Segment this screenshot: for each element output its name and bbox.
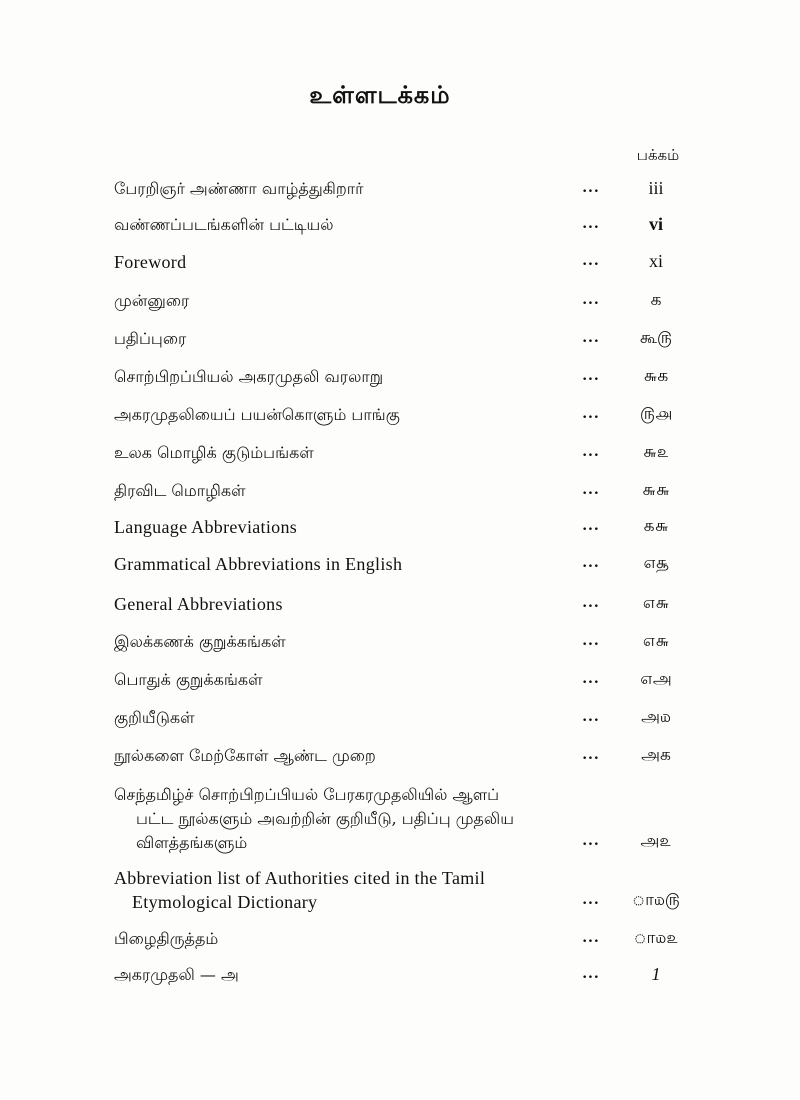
toc-entry-label: உலக மொழிக் குடும்பங்கள் (114, 443, 314, 462)
leader-dots: ... (582, 330, 600, 346)
toc-entry-page: iii (648, 178, 664, 198)
toc-entry-page: ௫௮ (640, 404, 672, 424)
toc-entry-label: Grammatical Abbreviations in English (114, 554, 403, 574)
toc-entry-page: vi (648, 214, 663, 234)
toc-entry-page: xi (648, 251, 663, 271)
toc-entry-label (114, 783, 574, 855)
toc-entry-page: க (650, 290, 662, 310)
leader-dots: ... (582, 292, 600, 308)
leader-dots: ... (582, 555, 600, 571)
toc-entry-label-line: Abbreviation list of Authorities cited in the Tamil (114, 868, 486, 888)
toc-entry-label (114, 866, 574, 914)
toc-entry-label: General Abbreviations (114, 594, 283, 614)
toc-entry-page: ௬௬ (642, 480, 670, 500)
toc-entry-label: அகரமுதலி — அ (114, 965, 239, 984)
page-title: உள்ளடக்கம் (309, 80, 451, 109)
toc-entry-page: ௭௲ (643, 553, 669, 573)
toc-entry-label: பதிப்புரை (114, 329, 187, 348)
leader-dots: ... (582, 595, 600, 611)
toc-entry-label-line: விளத்தங்களும் (136, 833, 248, 852)
leader-dots: ... (582, 518, 600, 534)
toc-entry-page: ௬க (643, 366, 669, 386)
leader-dots: ... (582, 747, 600, 763)
leader-dots: ... (582, 368, 600, 384)
toc-entry-label: சொற்பிறப்பியல் அகரமுதலி வரலாறு (114, 367, 384, 386)
toc-entry-page: ௭௬ (642, 593, 670, 613)
leader-dots: ... (582, 892, 600, 908)
leader-dots: ... (582, 671, 600, 687)
toc-entry-page: ா௰௫ (632, 890, 680, 910)
toc-entry-label: இலக்கணக் குறுக்கங்கள் (114, 632, 286, 651)
toc-entry-page: 1 (651, 964, 661, 984)
leader-dots: ... (582, 253, 600, 269)
toc-entry-label-line: பட்ட நூல்களும் அவற்றின் குறியீடு, பதிப்பு முதலிய (136, 809, 514, 828)
toc-entry-page: அக (641, 745, 671, 765)
toc-entry-page: ௬௨ (643, 442, 669, 462)
page-column-header: பக்கம் (636, 146, 680, 164)
toc-entry-label: பேரறிஞர் அண்ணா வாழ்த்துகிறார் (114, 179, 364, 198)
toc-entry-page: ௧௬ (643, 516, 669, 536)
leader-dots: ... (582, 216, 600, 232)
leader-dots: ... (582, 444, 600, 460)
leader-dots: ... (582, 633, 600, 649)
toc-entry-label: வண்ணப்படங்களின் பட்டியல் (114, 215, 334, 234)
toc-entry-label-line: செந்தமிழ்ச் சொற்பிறப்பியல் பேரகரமுதலியில் ஆளப் (114, 785, 500, 804)
toc-entry-label: Foreword (114, 252, 187, 272)
toc-entry-label: திரவிட மொழிகள் (114, 481, 246, 500)
toc-entry-page: அ௰ (641, 707, 671, 727)
toc-entry-page: ௭௬ (642, 631, 670, 651)
leader-dots: ... (582, 180, 600, 196)
toc-entry-label: பிழைதிருத்தம் (114, 929, 219, 948)
toc-entry-page: ௭அ (640, 669, 672, 689)
leader-dots: ... (582, 930, 600, 946)
toc-entry-label: நூல்களை மேற்கோள் ஆண்ட முறை (114, 746, 376, 765)
leader-dots: ... (582, 406, 600, 422)
toc-entry-label: பொதுக் குறுக்கங்கள் (114, 670, 263, 689)
toc-entry-label: Language Abbreviations (114, 517, 298, 537)
toc-entry-page: அ௨ (640, 831, 672, 851)
leader-dots: ... (582, 966, 600, 982)
leader-dots: ... (582, 833, 600, 849)
toc-entry-page: கூ௫ (640, 328, 672, 348)
toc-entry-page: ா௰௨ (633, 928, 679, 948)
toc-entry-label-line: Etymological Dictionary (132, 892, 318, 912)
toc-entry-label: அகரமுதலியைப் பயன்கொளும் பாங்கு (114, 405, 400, 424)
toc-entry-label: முன்னுரை (114, 291, 190, 310)
leader-dots: ... (582, 709, 600, 725)
toc-entry-label: குறியீடுகள் (114, 708, 195, 727)
leader-dots: ... (582, 482, 600, 498)
